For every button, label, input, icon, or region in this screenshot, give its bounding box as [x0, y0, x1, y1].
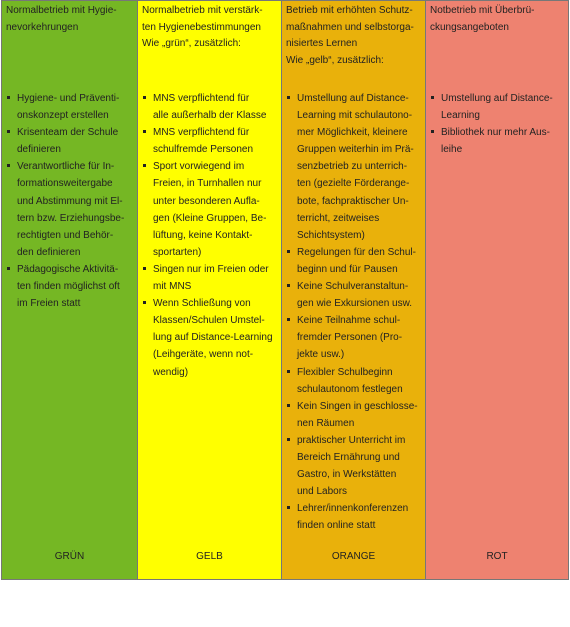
column-header: Normalbetrieb mit Hygie- nevorkehrungen — [6, 5, 117, 33]
list-item: Sport vorwiegend im Freien, in Turnhallen nur unter besonderen Aufla- gen (Kleine Gruppen, Be- lüftung, keine Kontakt- sportarten) — [138, 158, 281, 261]
list-item: Pädagogische Aktivitä- ten finden möglichst oft im Freien statt — [2, 261, 137, 312]
list-item: Hygiene- und Präventi- onskonzept erstellen — [2, 90, 137, 124]
list-item: Keine Teilnahme schul- fremder Personen (Pro- jekte usw.) — [282, 312, 425, 363]
list-item: Singen nur im Freien oder mit MNS — [138, 261, 281, 295]
list-item: Keine Schulveranstaltun- gen wie Exkursionen usw. — [282, 278, 425, 312]
list-item: Umstellung auf Distance- Learning — [426, 90, 568, 124]
list-item: Regelungen für den Schul- beginn und für Pausen — [282, 244, 425, 278]
list-item: praktischer Unterricht im Bereich Ernährung und Gastro, in Werkstätten und Labors — [282, 432, 425, 500]
list-item: Flexibler Schulbeginn schulautonom festlegen — [282, 364, 425, 398]
list-item: Kein Singen in geschlosse- nen Räumen — [282, 398, 425, 432]
column-header: Notbetrieb mit Überbrü- ckungsangeboten — [430, 5, 535, 33]
measures-list — [2, 90, 137, 312]
list-item: Wenn Schließung von Klassen/Schulen Umstel- lung auf Distance-Learning (Leihgeräte, wenn not- wendig) — [138, 295, 281, 380]
column-yellow — [138, 1, 282, 579]
measures-list — [138, 90, 281, 381]
column-orange — [282, 1, 426, 579]
list-item: Krisenteam der Schule definieren — [2, 124, 137, 158]
list-item: Umstellung auf Distance- Learning mit schulautono- mer Möglichkeit, kleinere Gruppen weiterhin im Prä- senzbetrieb zu unterrich- ten (gezielte Förderange- bote, fachpraktischer Un- terricht, zeitweises Schichtsystem) — [282, 90, 425, 244]
list-item: Lehrer/innenkonferenzen finden online statt — [282, 500, 425, 534]
phase-table — [1, 0, 569, 580]
column-header: Normalbetrieb mit verstärk- ten Hygienebestimmungen Wie „grün“, zusätzlich: — [142, 5, 263, 50]
list-item: Bibliothek nur mehr Aus- leihe — [426, 124, 568, 158]
measures-list — [282, 90, 425, 534]
column-footer: ORANGE — [331, 551, 376, 562]
column-green — [2, 1, 138, 579]
column-footer: GRÜN — [54, 551, 85, 562]
measures-list — [426, 90, 568, 158]
list-item: Verantwortliche für In- formationsweitergabe und Abstimmung mit El- tern bzw. Erziehungsbe- rechtigten und Behör- den definieren — [2, 158, 137, 261]
column-red — [426, 1, 568, 579]
column-header: Betrieb mit erhöhten Schutz- maßnahmen und selbstorga- nisiertes Lernen Wie „gelb“, zusätzlich: — [286, 5, 414, 66]
column-footer: GELB — [196, 551, 223, 562]
column-footer: ROT — [486, 551, 508, 562]
list-item: MNS verpflichtend für schulfremde Personen — [138, 124, 281, 158]
list-item: MNS verpflichtend für alle außerhalb der Klasse — [138, 90, 281, 124]
